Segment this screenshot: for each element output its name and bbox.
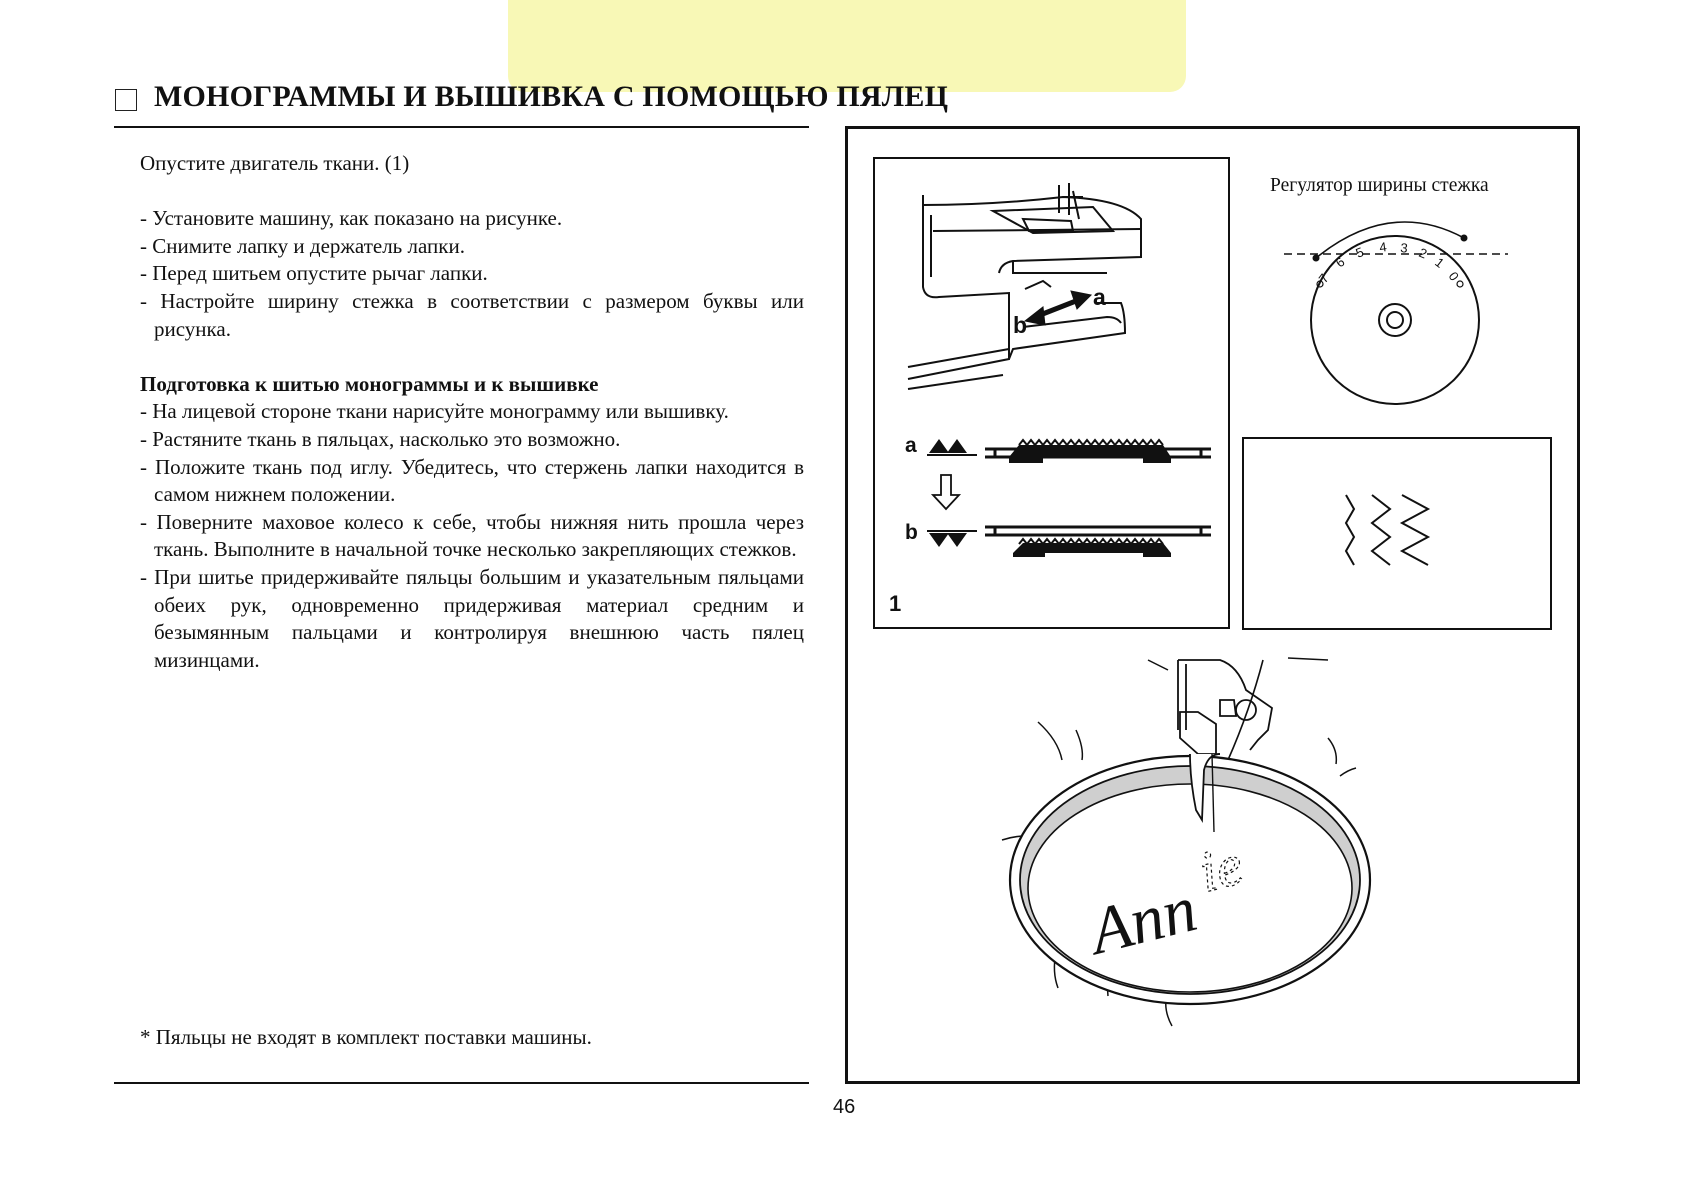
monogram-text: Ann	[1082, 872, 1204, 969]
feed-dog-block-raised	[1009, 445, 1171, 463]
zigzag-samples	[1242, 437, 1552, 630]
prep-item: - Положите ткань под иглу. Убедитесь, что стержень лапки находится в самом нижнем положении.	[140, 454, 804, 507]
feed-dog-block-lowered	[1013, 543, 1171, 557]
dial-knob-inner	[1387, 312, 1403, 328]
step-item: - Установите машину, как показано на рисунке.	[140, 206, 563, 231]
dial-range-arc	[1316, 222, 1464, 258]
feed-teeth-raised	[1019, 440, 1163, 445]
dial-mark-0: 0	[1445, 268, 1462, 284]
stitch-width-dial	[1280, 226, 1520, 426]
dial-mark-1: 1	[1432, 254, 1448, 271]
zigzag-narrow	[1346, 495, 1354, 565]
lever-label-a: a	[1093, 284, 1106, 310]
title-checkbox-icon	[115, 89, 137, 111]
lever-label-b: b	[1013, 312, 1028, 338]
dial-mark-2: 2	[1416, 244, 1430, 262]
dial-knob-outer	[1379, 304, 1411, 336]
figure-1-panel	[873, 157, 1230, 629]
dial-label: Регулятор ширины стежка	[1270, 175, 1489, 196]
dial-mark-6: 6	[1332, 254, 1348, 271]
prep-item: - При шитье придерживайте пяльцы большим и указательным пяльцами обеих рук, одновременно придерживая материал средним и безымянным пальцами и контролируя внешнюю часть пялец мизинцами.	[140, 564, 804, 672]
feed-label-b: b	[905, 521, 918, 544]
footnote: * Пяльцы не входят в комплект поставки машины.	[140, 1025, 592, 1049]
dial-mark-3: 3	[1399, 240, 1409, 256]
step-item: - Перед шитьем опустите рычаг лапки.	[140, 261, 488, 286]
prep-item: - Поверните маховое колесо к себе, чтобы нижняя нить прошла через ткань. Выполните в начальной точке несколько закрепляющих стежков.	[140, 509, 804, 562]
intro-text: Опустите двигатель ткани. (1)	[140, 151, 410, 175]
top-rule	[114, 126, 809, 128]
zigzag-width-panel	[1242, 437, 1552, 630]
prep-heading: Подготовка к шитью монограммы и к вышивке	[140, 371, 599, 396]
machine-head	[1178, 660, 1272, 750]
dial-mark-5: 5	[1353, 244, 1366, 261]
header-tab	[508, 0, 1186, 92]
feed-dog-diagram	[873, 157, 1230, 629]
zigzag-wide	[1402, 495, 1428, 565]
monogram-dotted-text: ie	[1192, 831, 1249, 905]
feed-label-a: a	[905, 434, 917, 457]
raised-teeth-icon	[929, 439, 967, 453]
dial-mark-7: 7	[1315, 270, 1332, 286]
step-item: - Настройте ширину стежка в соответствии с размером буквы или рисунка.	[140, 288, 804, 341]
zigzag-medium	[1372, 495, 1390, 565]
prep-item: - На лицевой стороне ткани нарисуйте монограмму или вышивку.	[140, 399, 729, 424]
instructions	[140, 150, 804, 674]
page-number: 46	[833, 1096, 856, 1118]
dial-mark-4: 4	[1378, 239, 1388, 255]
lowered-teeth-icon	[929, 533, 967, 547]
dial-range-end-dot	[1461, 235, 1468, 242]
step-item: - Снимите лапку и держатель лапки.	[140, 233, 465, 258]
dial-max-dot	[1457, 281, 1463, 287]
down-arrow-icon	[933, 475, 959, 509]
hoop-fabric	[1028, 784, 1352, 992]
dial-range-start-dot	[1313, 255, 1320, 262]
figure-number: 1	[889, 591, 902, 616]
prep-item: - Растяните ткань в пяльцах, насколько это возможно.	[140, 426, 621, 451]
bottom-rule	[114, 1082, 809, 1084]
feed-plate-lowered	[985, 527, 1211, 535]
hoop-illustration	[958, 650, 1428, 1050]
page-title: МОНОГРАММЫ И ВЫШИВКА С ПОМОЩЬЮ ПЯЛЕЦ	[154, 80, 949, 113]
